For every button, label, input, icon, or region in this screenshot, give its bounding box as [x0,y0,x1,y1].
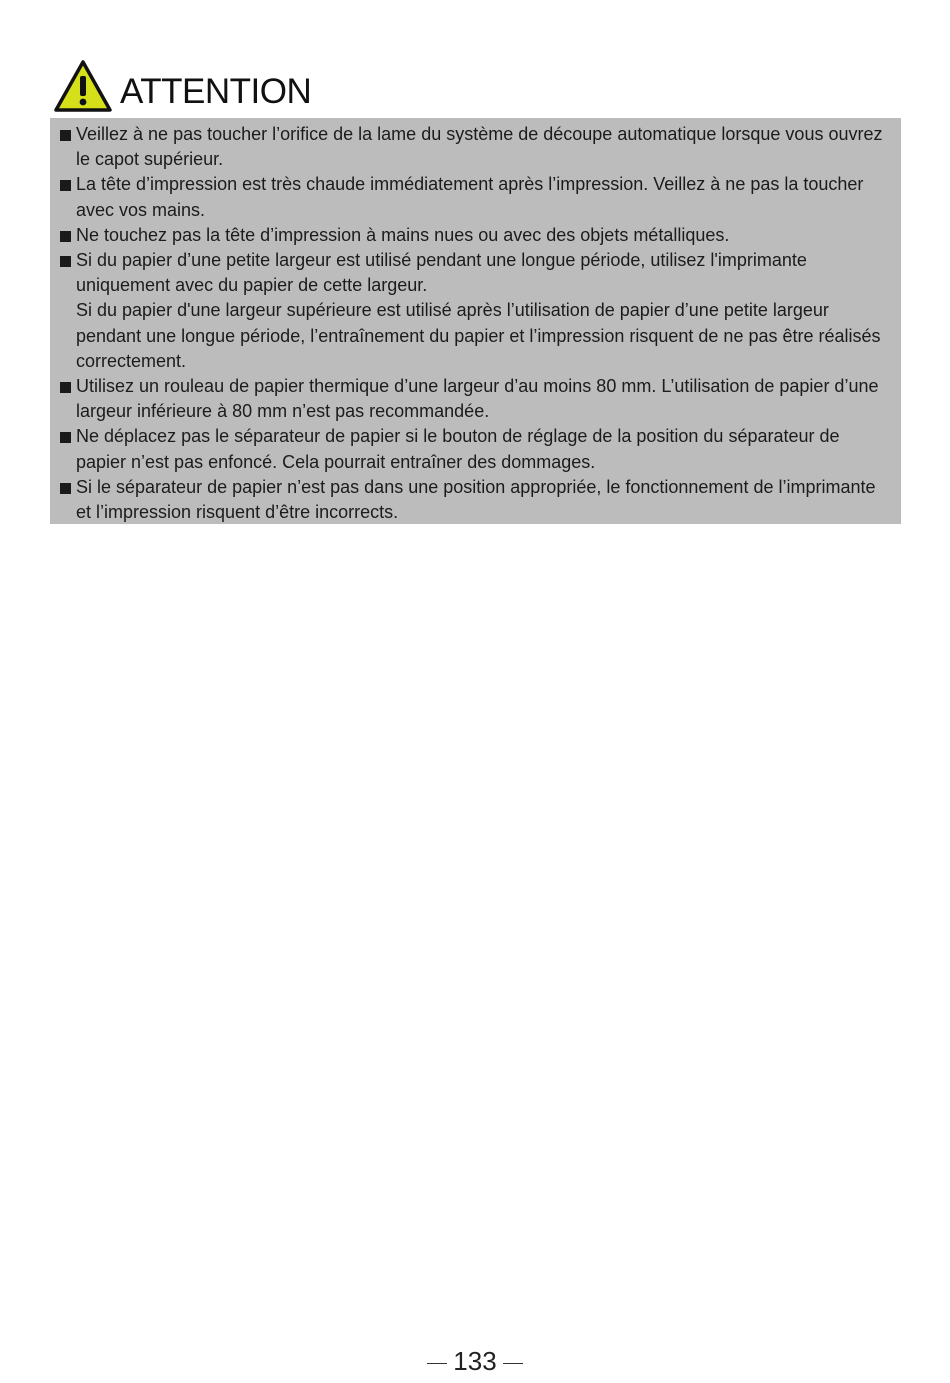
list-item [60,223,893,248]
page-title: ATTENTION [120,71,312,111]
item-text: La tête d’impression est très chaude immédiatement après l’impression. Veillez à ne pas la toucher avec vos mains. [76,174,864,220]
item-text-continuation: Si du papier d'une largeur supérieure est utilisé après l’utilisation de papier d’une petite largeur pendant une longue période, l’entraînement du papier et l’impression risquent de ne pas être réalisés correctement. [76,300,881,371]
item-text: Utilisez un rouleau de papier thermique d’une largeur d’au moins 80 mm. L’utilisation de papier d’une largeur inférieure à 80 mm n’est pas recommandée. [76,376,879,422]
dash-right [503,1363,523,1364]
item-text: Si du papier d’une petite largeur est utilisé pendant une longue période, utilisez l'imprimante uniquement avec du papier de cette largeur. [76,250,807,296]
page-number-value: 133 [453,1346,497,1376]
list-item [60,122,893,172]
attention-header [54,60,311,112]
item-text: Veillez à ne pas toucher l’orifice de la lame du système de découpe automatique lorsque vous ouvrez le capot supérieur. [76,124,883,170]
attention-box [50,118,901,524]
list-item [60,248,893,374]
dash-left [427,1363,447,1364]
item-text: Ne déplacez pas le séparateur de papier si le bouton de réglage de la position du séparateur de papier n’est pas enfoncé. Cela pourrait entraîner des dommages. [76,426,840,472]
list-item [60,374,893,424]
list-item [60,475,893,525]
attention-list [60,122,893,525]
square-bullet-icon [60,130,71,141]
square-bullet-icon [60,180,71,191]
list-item [60,172,893,222]
square-bullet-icon [60,432,71,443]
warning-triangle-icon [54,60,112,112]
item-text: Ne touchez pas la tête d’impression à mains nues ou avec des objets métalliques. [76,224,730,245]
page-number [0,1346,950,1377]
list-item [60,424,893,474]
item-text: Si le séparateur de papier n’est pas dans une position appropriée, le fonctionnement de l’imprimante et l’impression risquent d’être incorrects. [76,476,876,523]
square-bullet-icon [60,231,71,242]
square-bullet-icon [60,483,71,494]
square-bullet-icon [60,382,71,393]
square-bullet-icon [60,256,71,267]
